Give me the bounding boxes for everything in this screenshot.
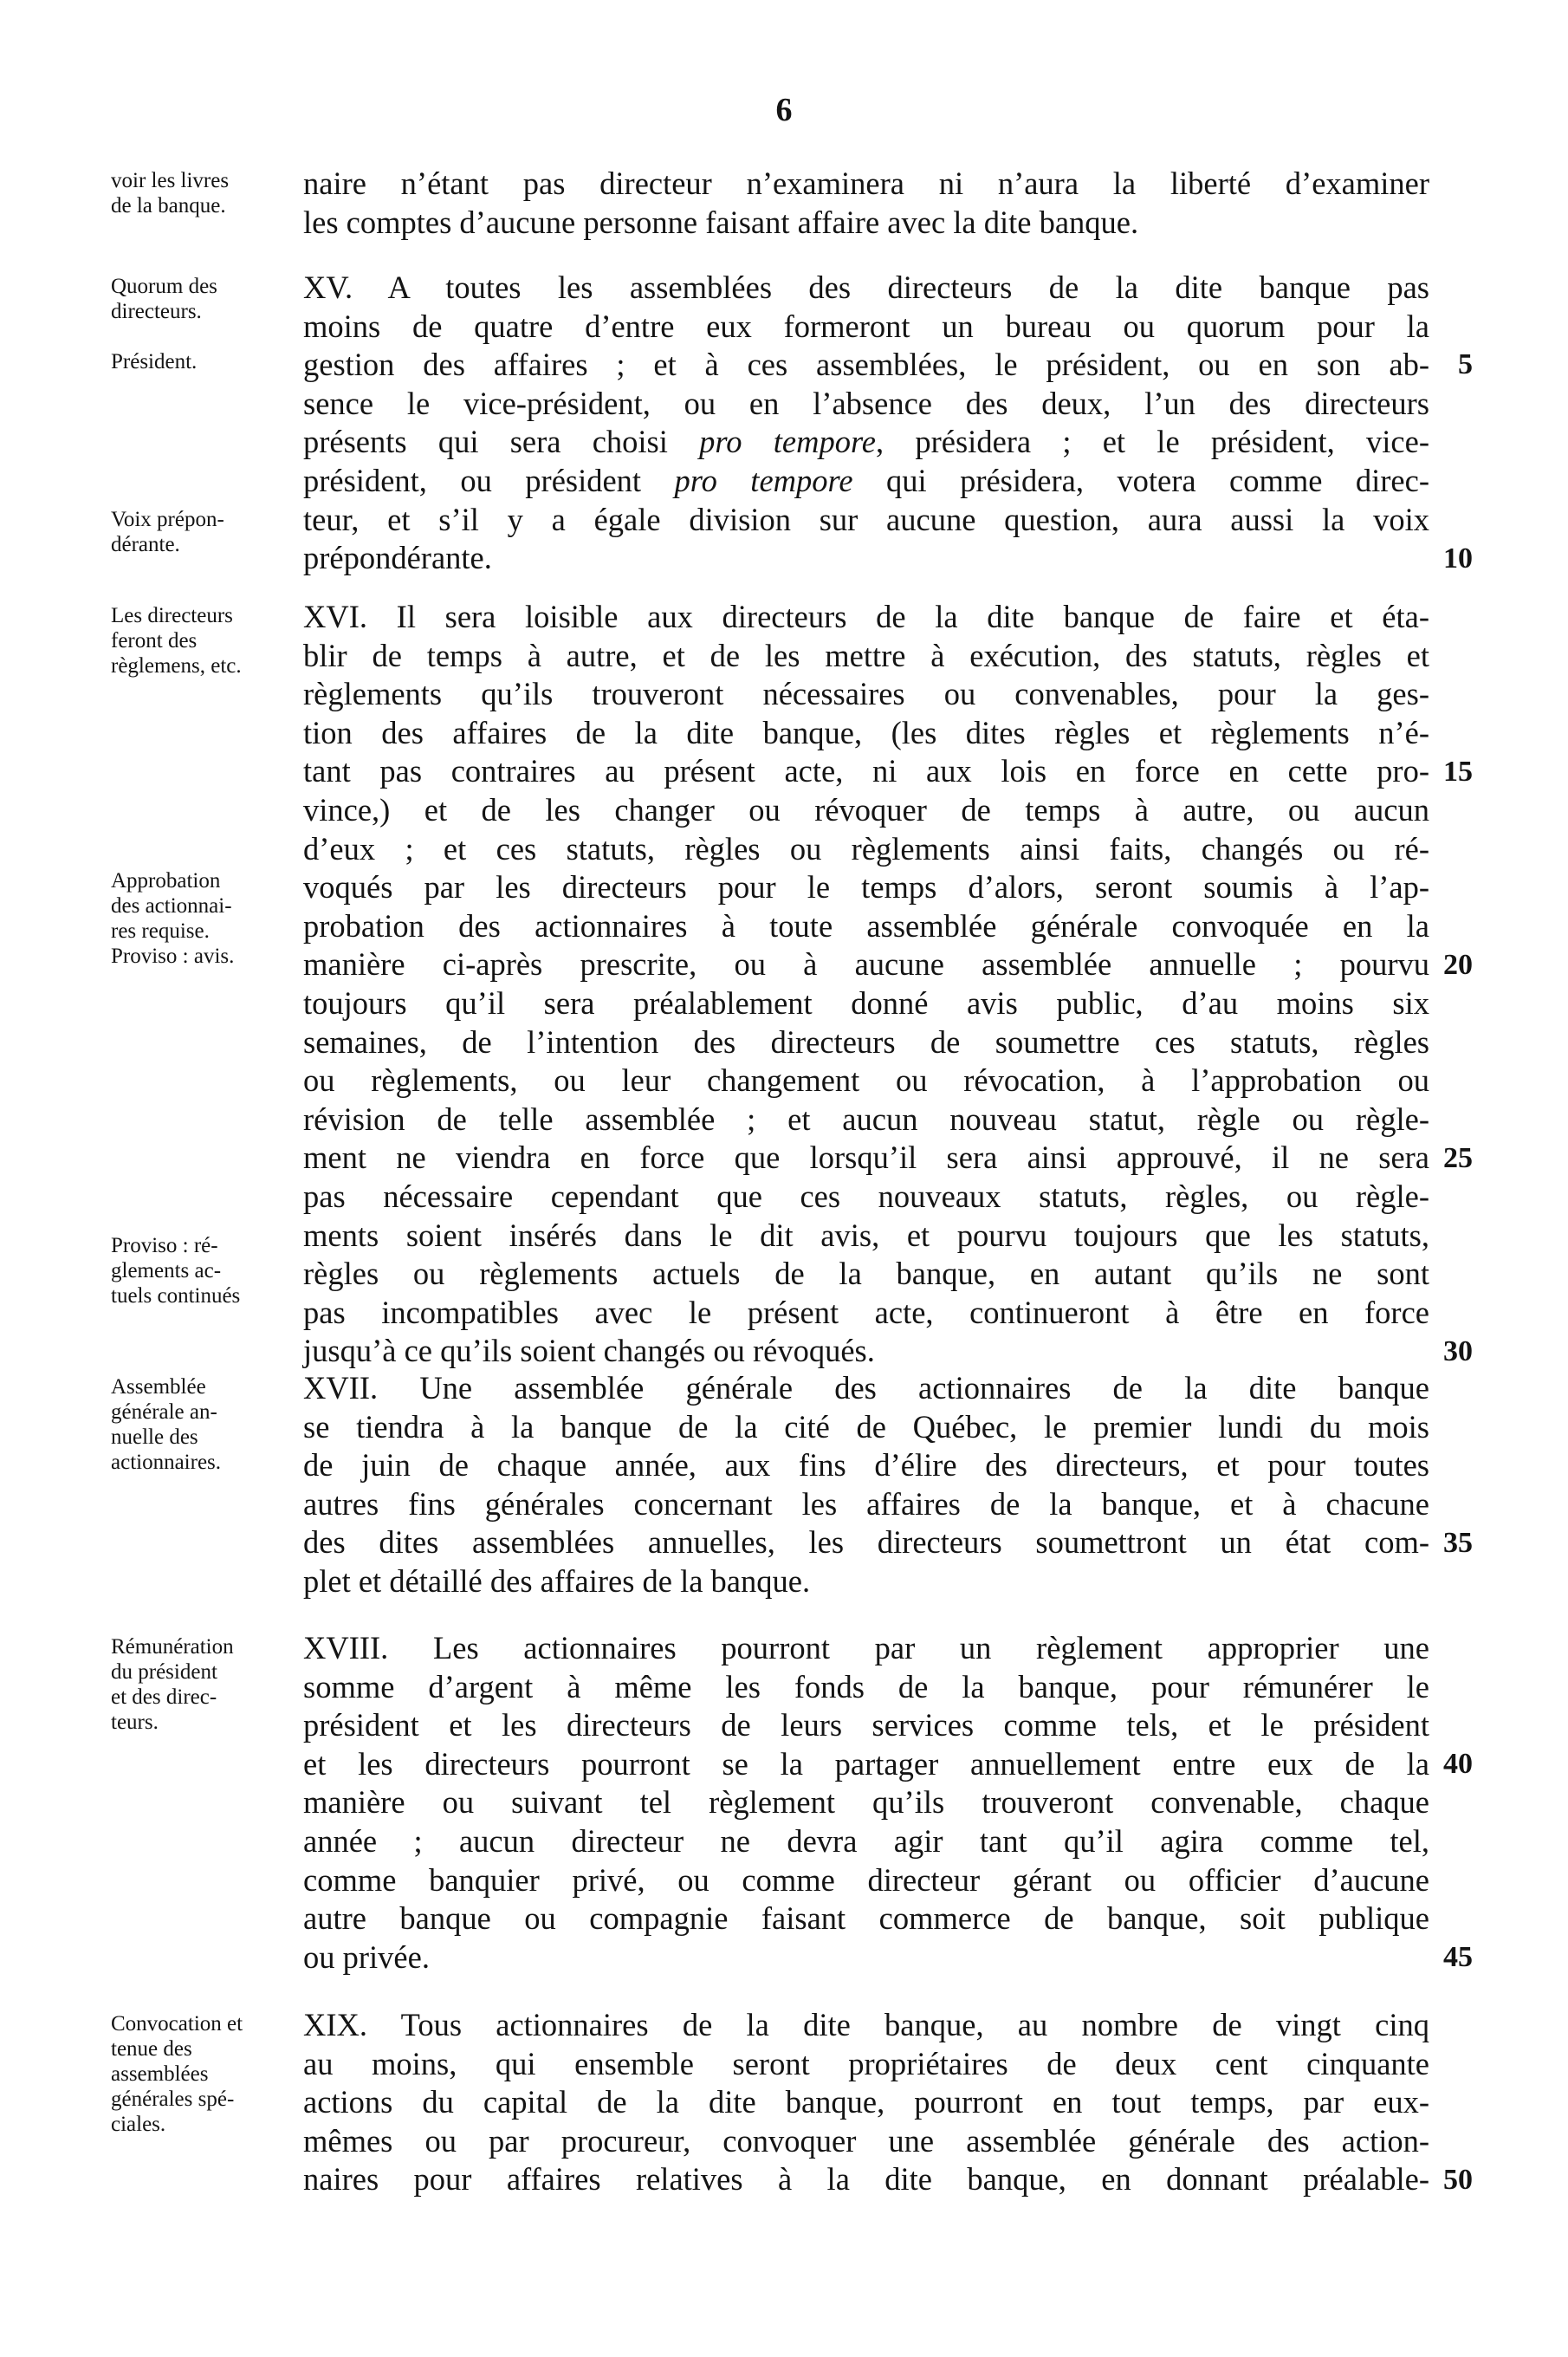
text-line: au moins, qui ensemble seront propriétaires de deux cent cinquante [303, 2045, 1429, 2081]
text-line: actions du capital de la dite banque, pourront en tout temps, par eux- [303, 2084, 1429, 2120]
text-lines [303, 269, 1429, 578]
text-line: XVII. Une assemblée générale des actionnaires de la dite banque [303, 1370, 1429, 1406]
margin-note: Voix prépon- dérante. [111, 508, 224, 556]
text-line: prépondérante. [303, 540, 492, 576]
text-line: pas nécessaire cependant que ces nouveaux statuts, règles, ou règle- [303, 1178, 1429, 1214]
margin-note: Convocation et tenue des assemblées générales spé- ciales. [111, 2012, 243, 2136]
text-line: XVIII. Les actionnaires pourront par un règlement approprier une [303, 1630, 1429, 1665]
text-line: teur, et s’il y a égale division sur aucune question, aura aussi la voix [303, 501, 1429, 537]
text-line: manière ci-après prescrite, ou à aucune assemblée annuelle ; pourvu [303, 946, 1429, 983]
text-line: les comptes d’aucune personne faisant affaire avec la dite banque. [303, 204, 1139, 240]
margin-note: Approbation des actionnai- res requise. Proviso : avis. [111, 869, 235, 968]
line-number: 20 [1443, 949, 1473, 981]
text-line: règlements qu’ils trouveront nécessaires ou convenables, pour la ges- [303, 676, 1429, 712]
line-number: 35 [1443, 1527, 1473, 1559]
text-line: président et les directeurs de leurs services comme tels, et le président [303, 1707, 1429, 1743]
page-number: 6 [775, 92, 793, 128]
text-line: d’eux ; et ces statuts, règles ou règlements ainsi faits, changés ou ré- [303, 830, 1429, 867]
line-number: 45 [1443, 1941, 1473, 1973]
text-line: année ; aucun directeur ne devra agir tant qu’il agira comme tel, [303, 1822, 1429, 1859]
text-line: voqués par les directeurs pour le temps d’alors, seront soumis à l’ap- [303, 869, 1429, 906]
text-line: blir de temps à autre, et de les mettre à exécution, des statuts, règles et [303, 637, 1429, 673]
text-lines [303, 2006, 1429, 2199]
text-line: XV. A toutes les assemblées des directeurs de la dite banque pas [303, 269, 1429, 305]
margin-note: voir les livres de la banque. [111, 169, 230, 218]
text-lines [303, 165, 1429, 242]
line-number: 40 [1443, 1748, 1473, 1780]
margin-note: Les directeurs feront des règlemens, etc. [111, 604, 242, 678]
text-line: toujours qu’il sera préalablement donné avis public, d’au moins six [303, 984, 1429, 1021]
text-line: tant pas contraires au présent acte, ni aux lois en force en cette pro- [303, 753, 1429, 789]
line-number: 10 [1443, 542, 1473, 575]
text-line: manière ou suivant tel règlement qu’ils trouveront convenable, chaque [303, 1784, 1429, 1821]
text-line: présents qui sera choisi pro tempore, présidera ; et le président, vice- [303, 424, 1429, 460]
text-lines [303, 1629, 1429, 1977]
margin-note: Proviso : ré- glements ac- tuels continués [111, 1234, 241, 1308]
margin-note: Assemblée générale an- nuelle des actionnaires. [111, 1375, 222, 1474]
text-line: autres fins générales concernant les affaires de la banque, et à chacune [303, 1485, 1429, 1522]
line-number: 30 [1443, 1335, 1473, 1367]
text-line: des dites assemblées annuelles, les directeurs soumettront un état com- [303, 1524, 1429, 1561]
text-line: XIX. Tous actionnaires de la dite banque, au nombre de vingt cinq [303, 2007, 1429, 2042]
text-line: moins de quatre d’entre eux formeront un bureau ou quorum pour la [303, 308, 1429, 344]
text-line: vince,) et de les changer ou révoquer de temps à autre, ou aucun [303, 791, 1429, 828]
text-lines [303, 1369, 1429, 1601]
text-line: tion des affaires de la dite banque, (les dites règles et règlements n’é- [303, 714, 1429, 750]
margin-note: Rémunération du président et des direc- teurs. [111, 1635, 234, 1734]
text-line: ou privée. [303, 1938, 430, 1975]
text-line: jusqu’à ce qu’ils soient changés ou révoqués. [303, 1333, 875, 1369]
text-line: plet et détaillé des affaires de la banque. [303, 1562, 811, 1599]
text-line: semaines, de l’intention des directeurs de soumettre ces statuts, règles [303, 1023, 1429, 1060]
text-line: ou règlements, ou leur changement ou révocation, à l’approbation ou [303, 1062, 1429, 1099]
text-line: XVI. Il sera loisible aux directeurs de la dite banque de faire et éta- [303, 599, 1429, 634]
text-line: se tiendra à la banque de la cité de Québec, le premier lundi du mois [303, 1408, 1429, 1445]
text-line: et les directeurs pourront se la partager annuellement entre eux de la [303, 1745, 1429, 1782]
text-line: naire n’étant pas directeur n’examinera ni n’aura la liberté d’examiner [303, 166, 1429, 201]
text-line: ments soient insérés dans le dit avis, et pourvu toujours que les statuts, [303, 1217, 1429, 1253]
margin-note: Président. [111, 350, 198, 373]
text-line: gestion des affaires ; et à ces assemblées, le président, ou en son ab- [303, 347, 1429, 383]
margin-note: Quorum des directeurs. [111, 275, 217, 323]
text-line: autre banque ou compagnie faisant commerce de banque, soit publique [303, 1900, 1429, 1937]
line-number: 15 [1443, 756, 1473, 788]
text-line: règles ou règlements actuels de la banque, en autant qu’ils ne sont [303, 1256, 1429, 1292]
text-line: somme d’argent à même les fonds de la banque, pour rémunérer le [303, 1668, 1429, 1704]
text-line: comme banquier privé, ou comme directeur gérant ou officier d’aucune [303, 1861, 1429, 1898]
text-line: naires pour affaires relatives à la dite banque, en donnant préalable- [303, 2161, 1429, 2198]
text-line: sence le vice-président, ou en l’absence des deux, l’un des directeurs [303, 385, 1429, 421]
text-line: probation des actionnaires à toute assemblée générale convoquée en la [303, 907, 1429, 944]
text-line: mêmes ou par procureur, convoquer une assemblée générale des action- [303, 2122, 1429, 2159]
text-lines [303, 598, 1429, 1371]
text-line: président, ou président pro tempore qui présidera, votera comme direc- [303, 462, 1429, 498]
line-number: 5 [1458, 348, 1473, 380]
line-number: 25 [1443, 1142, 1473, 1174]
text-line: révision de telle assemblée ; et aucun nouveau statut, règle ou règle- [303, 1101, 1429, 1137]
text-line: pas incompatibles avec le présent acte, continueront à être en force [303, 1294, 1429, 1330]
line-number: 50 [1443, 2164, 1473, 2196]
text-line: de juin de chaque année, aux fins d’élire des directeurs, et pour toutes [303, 1447, 1429, 1484]
text-line: ment ne viendra en force que lorsqu’il sera ainsi approuvé, il ne sera [303, 1140, 1429, 1176]
